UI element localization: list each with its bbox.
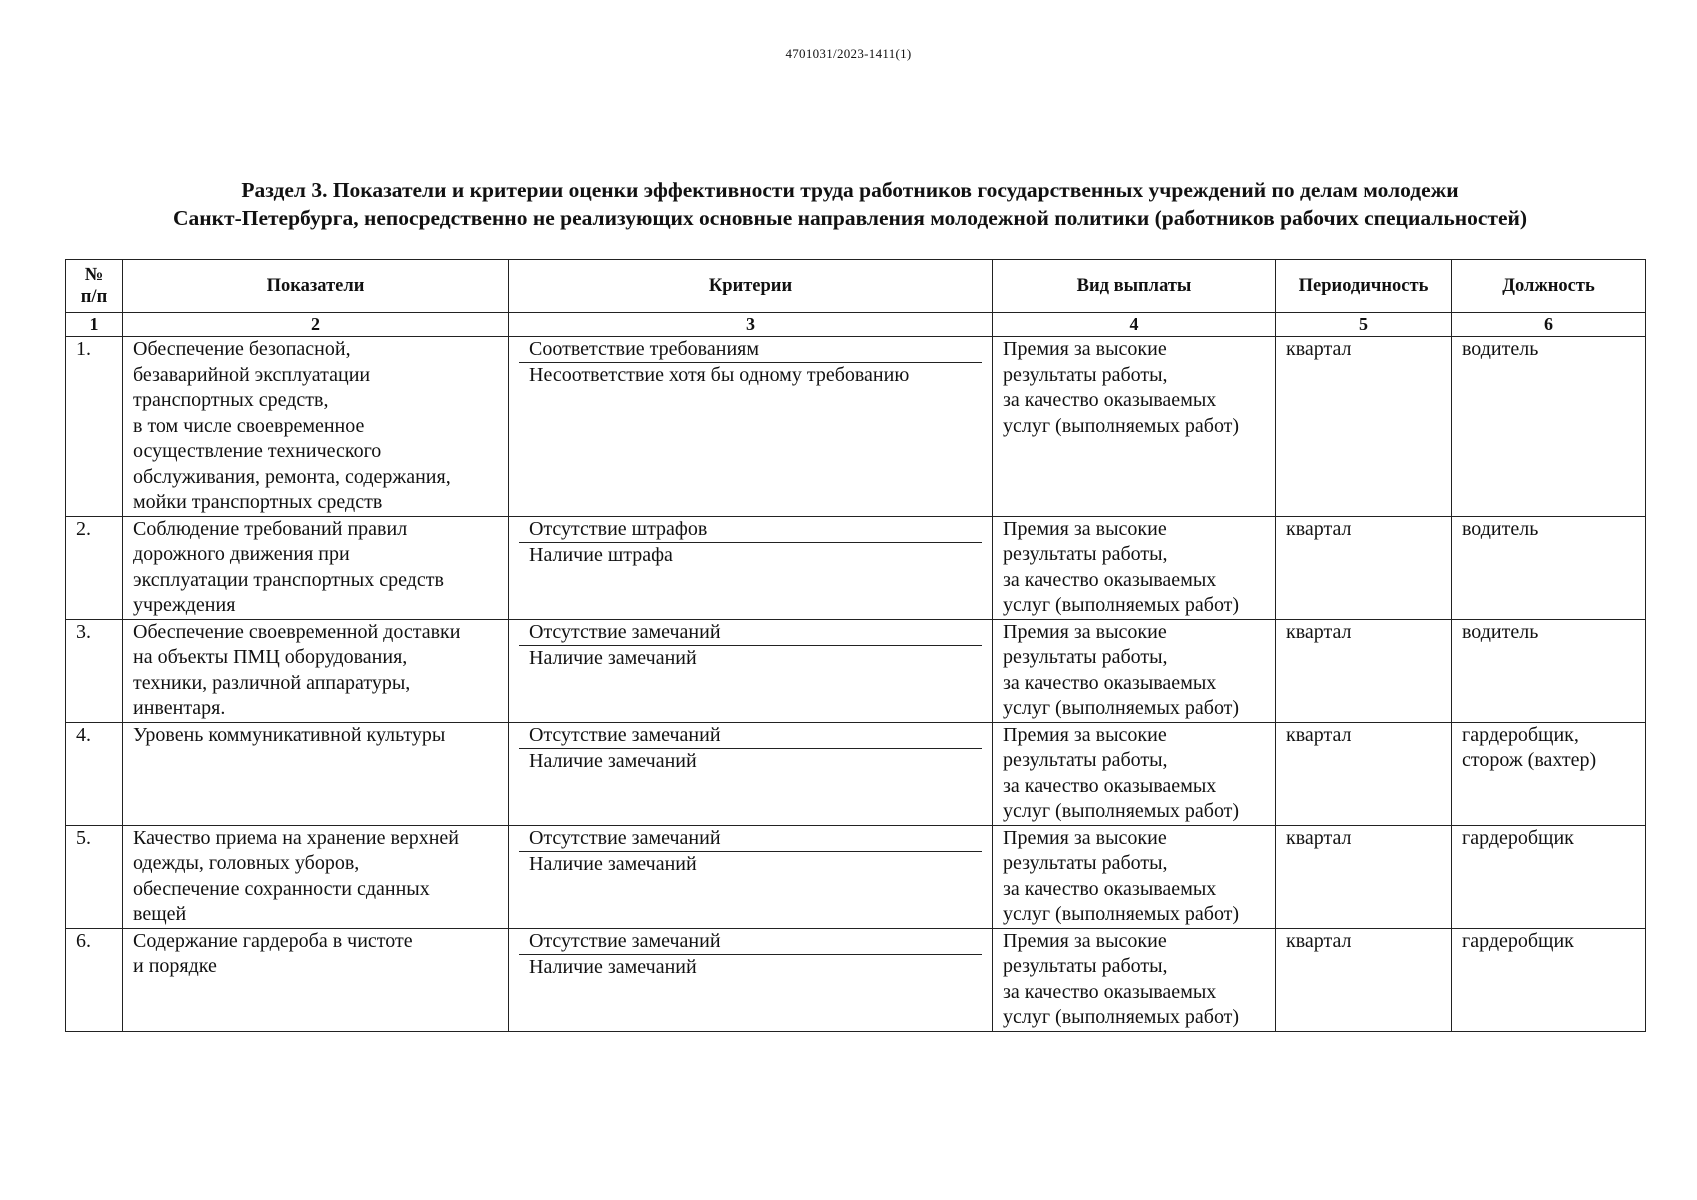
period-cell: квартал bbox=[1276, 337, 1452, 517]
period-cell: квартал bbox=[1276, 825, 1452, 928]
header-row bbox=[66, 260, 1646, 313]
criterion-positive: Соответствие требованиям bbox=[519, 337, 982, 363]
criteria-cell bbox=[509, 825, 993, 928]
criterion-positive: Отсутствие замечаний bbox=[519, 826, 982, 852]
column-number: 3 bbox=[509, 313, 993, 337]
row-number: 5. bbox=[66, 825, 123, 928]
header-payment-type: Вид выплаты bbox=[993, 260, 1276, 313]
payment-cell: Премия за высокие результаты работы, за качество оказываемых услуг (выполняемых работ) bbox=[993, 337, 1276, 517]
position-cell: водитель bbox=[1452, 337, 1646, 517]
criterion-positive: Отсутствие замечаний bbox=[519, 723, 982, 749]
table-row bbox=[66, 928, 1646, 1031]
criterion-positive: Отсутствие штрафов bbox=[519, 517, 982, 543]
period-cell: квартал bbox=[1276, 516, 1452, 619]
table-row bbox=[66, 337, 1646, 517]
document-number: 4701031/2023-1411(1) bbox=[785, 46, 912, 61]
criteria-cell bbox=[509, 722, 993, 825]
indicator-cell: Качество приема на хранение верхней одежды, головных уборов, обеспечение сохранности сданных вещей bbox=[123, 825, 509, 928]
title-line-1: Раздел 3. Показатели и критерии оценки эффективности труда работников государственных учреждений по делам молодежи bbox=[241, 178, 1459, 202]
payment-cell: Премия за высокие результаты работы, за качество оказываемых услуг (выполняемых работ) bbox=[993, 928, 1276, 1031]
position-cell: гардеробщик, сторож (вахтер) bbox=[1452, 722, 1646, 825]
criterion-negative: Наличие замечаний bbox=[529, 646, 697, 669]
criteria-cell bbox=[509, 516, 993, 619]
payment-cell: Премия за высокие результаты работы, за качество оказываемых услуг (выполняемых работ) bbox=[993, 722, 1276, 825]
column-number-row bbox=[66, 313, 1646, 337]
period-cell: квартал bbox=[1276, 722, 1452, 825]
row-number: 6. bbox=[66, 928, 123, 1031]
table-row bbox=[66, 516, 1646, 619]
column-number: 6 bbox=[1452, 313, 1646, 337]
criterion-negative: Наличие замечаний bbox=[529, 852, 697, 875]
criteria-cell bbox=[509, 337, 993, 517]
criteria-cell bbox=[509, 619, 993, 722]
column-number: 4 bbox=[993, 313, 1276, 337]
payment-cell: Премия за высокие результаты работы, за качество оказываемых услуг (выполняемых работ) bbox=[993, 619, 1276, 722]
criterion-negative: Наличие замечаний bbox=[529, 955, 697, 978]
header-num: № п/п bbox=[66, 260, 123, 313]
criterion-positive: Отсутствие замечаний bbox=[519, 929, 982, 955]
header-position: Должность bbox=[1452, 260, 1646, 313]
position-cell: водитель bbox=[1452, 619, 1646, 722]
indicator-cell: Уровень коммуникативной культуры bbox=[123, 722, 509, 825]
header-periodicity: Периодичность bbox=[1276, 260, 1452, 313]
row-number: 3. bbox=[66, 619, 123, 722]
period-cell: квартал bbox=[1276, 928, 1452, 1031]
criterion-negative: Несоответствие хотя бы одному требованию bbox=[529, 364, 910, 386]
header-criteria: Критерии bbox=[509, 260, 993, 313]
position-cell: гардеробщик bbox=[1452, 928, 1646, 1031]
indicator-cell: Обеспечение своевременной доставки на объекты ПМЦ оборудования, техники, различной аппаратуры, инвентаря. bbox=[123, 619, 509, 722]
payment-cell: Премия за высокие результаты работы, за качество оказываемых услуг (выполняемых работ) bbox=[993, 516, 1276, 619]
row-number: 2. bbox=[66, 516, 123, 619]
period-cell: квартал bbox=[1276, 619, 1452, 722]
table-row bbox=[66, 619, 1646, 722]
indicator-cell: Содержание гардероба в чистоте и порядке bbox=[123, 928, 509, 1031]
indicator-cell: Обеспечение безопасной, безаварийной эксплуатации транспортных средств, в том числе своевременное осуществление технического обслуживания, ремонта, содержания, мойки транспортных средств bbox=[123, 337, 509, 517]
column-number: 5 bbox=[1276, 313, 1452, 337]
table-row bbox=[66, 722, 1646, 825]
table-row bbox=[66, 825, 1646, 928]
header-indicators: Показатели bbox=[123, 260, 509, 313]
position-cell: гардеробщик bbox=[1452, 825, 1646, 928]
row-number: 1. bbox=[66, 337, 123, 517]
indicator-cell: Соблюдение требований правил дорожного движения при эксплуатации транспортных средств учреждения bbox=[123, 516, 509, 619]
column-number: 1 bbox=[66, 313, 123, 337]
payment-cell: Премия за высокие результаты работы, за качество оказываемых услуг (выполняемых работ) bbox=[993, 825, 1276, 928]
column-number: 2 bbox=[123, 313, 509, 337]
title-line-2: Санкт-Петербурга, непосредственно не реализующих основные направления молодежной политики (работников рабочих специальностей) bbox=[172, 206, 1528, 230]
row-number: 4. bbox=[66, 722, 123, 825]
criteria-cell bbox=[509, 928, 993, 1031]
criterion-positive: Отсутствие замечаний bbox=[519, 620, 982, 646]
position-cell: водитель bbox=[1452, 516, 1646, 619]
criterion-negative: Наличие замечаний bbox=[529, 749, 697, 772]
criteria-table bbox=[65, 259, 1646, 1032]
document-title bbox=[60, 176, 1640, 232]
criterion-negative: Наличие штрафа bbox=[529, 543, 673, 566]
